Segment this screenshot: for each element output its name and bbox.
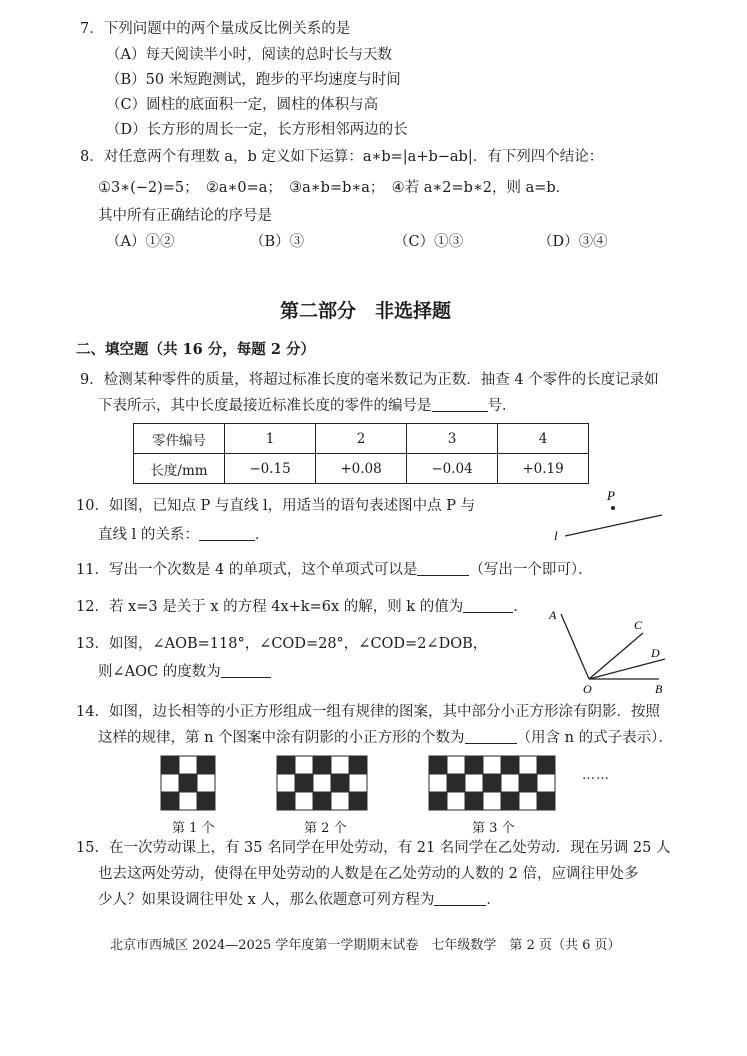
shaded-square [277, 792, 295, 810]
q15-line3 [98, 890, 501, 910]
table-row-header: 零件编号 [134, 424, 225, 454]
table-cell: 1 [225, 424, 316, 454]
table-row-header: 长度/mm [134, 454, 225, 484]
q10-figure [540, 480, 670, 545]
q15-line3-text: 少人？如果设调往甲处 x 人，那么依题意可列方程为 [98, 892, 435, 908]
q9-line2-end: 号． [487, 398, 517, 414]
pattern-2 [276, 755, 369, 811]
shaded-square [313, 792, 331, 810]
label-c: C [634, 618, 643, 632]
shaded-square [447, 774, 465, 792]
shaded-square [349, 792, 367, 810]
shaded-square [519, 774, 537, 792]
plain-square [483, 756, 501, 774]
table-row [134, 424, 589, 454]
plain-square [197, 774, 215, 792]
table-cell: 4 [498, 424, 589, 454]
q10-line2-end: ． [254, 527, 270, 543]
shaded-square [537, 756, 555, 774]
q13-line2 [98, 662, 271, 682]
part2-title: 第二部分 非选择题 [280, 300, 452, 322]
q13-line1: 13．如图，∠AOB=118°，∠COD=28°，∠COD=2∠DOB， [76, 636, 488, 652]
plain-square [483, 792, 501, 810]
q8-stem: 8．对任意两个有理数 a，b 定义如下运算：a∗b=|a+b−ab|．有下列四个结论： [80, 149, 604, 165]
label-o: O [583, 682, 592, 695]
q11 [76, 560, 593, 580]
shaded-square [501, 756, 519, 774]
page-footer: 北京市西城区 2024—2025 学年度第一学期期末试卷 七年级数学 第 2 页（共 6 页） [110, 938, 621, 953]
q7-option-c: （C）圆柱的底面积一定，圆柱的体积与高 [106, 97, 379, 113]
label-p: P [607, 488, 615, 503]
q11-text: 11．写出一个次数是 4 的单项式，这个单项式可以是 [76, 562, 418, 578]
shaded-square [483, 774, 501, 792]
q10-line2-text: 直线 l 的关系： [98, 527, 199, 543]
q7-option-a: （A）每天阅读半小时，阅读的总时长与天数 [106, 47, 392, 63]
caption-3: 第 3 个 [472, 821, 515, 836]
plain-square [519, 756, 537, 774]
table-cell: 2 [316, 424, 407, 454]
plain-square [331, 756, 349, 774]
shaded-square [277, 756, 295, 774]
shaded-square [501, 792, 519, 810]
table-row [134, 454, 589, 484]
plain-square [295, 756, 313, 774]
shaded-square [179, 774, 197, 792]
q8-option-d: （D）③④ [538, 234, 608, 250]
plain-square [179, 792, 197, 810]
plain-square [161, 774, 179, 792]
plain-square [537, 774, 555, 792]
shaded-square [429, 792, 447, 810]
q9-line2 [98, 396, 517, 416]
q7-option-d: （D）长方形的周长一定，长方形相邻两边的长 [106, 122, 408, 138]
q8-option-c: （C）①③ [394, 234, 464, 250]
shaded-square [537, 792, 555, 810]
ray-oa [561, 614, 589, 679]
plain-square [501, 774, 519, 792]
shaded-square [161, 756, 179, 774]
q9-line1: 9．检测某种零件的质量，将超过标准长度的毫米数记为正数．抽查 4 个零件的长度记录如 [80, 372, 659, 388]
q14-line1: 14．如图，边长相等的小正方形组成一组有规律的图案，其中部分小正方形涂有阴影．按照 [76, 704, 660, 720]
shaded-square [465, 792, 483, 810]
section2-header: 二、填空题（共 16 分，每题 2 分） [76, 341, 315, 358]
q13-answer-blank[interactable] [221, 663, 271, 678]
q9-answer-blank[interactable] [432, 397, 488, 412]
label-d: D [651, 646, 660, 660]
pattern-1 [160, 755, 234, 811]
plain-square [429, 774, 447, 792]
shaded-square [465, 756, 483, 774]
shaded-square [161, 792, 179, 810]
q9-line2-text: 下表所示，其中长度最接近标准长度的零件的编号是 [98, 398, 432, 414]
table-cell: 3 [407, 424, 498, 454]
q7-option-b: （B）50 米短跑测试，跑步的平均速度与时间 [106, 72, 401, 88]
q12-end: ． [513, 599, 528, 615]
q10-line1: 10．如图，已知点 P 与直线 l，用适当的语句表述图中点 P 与 [76, 498, 476, 514]
shaded-square [197, 756, 215, 774]
plain-square [349, 774, 367, 792]
q11-end: （写出一个即可）． [469, 562, 593, 578]
plain-square [465, 774, 483, 792]
shaded-square [197, 792, 215, 810]
line-l [565, 515, 662, 536]
q15-line3-end: ． [486, 892, 501, 908]
q8-option-a: （A）①② [106, 234, 175, 250]
q8-option-b: （B）③ [250, 234, 305, 250]
q14-answer-blank[interactable] [465, 729, 517, 744]
plain-square [331, 792, 349, 810]
pattern-ellipsis: …… [582, 768, 610, 783]
q13-angle-figure [545, 603, 673, 695]
q12 [76, 597, 528, 617]
q11-answer-blank[interactable] [417, 561, 469, 576]
q9-table [133, 423, 589, 484]
q10-line2 [98, 525, 269, 545]
q14-line2-text: 这样的规律，第 n 个图案中涂有阴影的小正方形的个数为 [98, 730, 465, 746]
plain-square [447, 756, 465, 774]
shaded-square [349, 756, 367, 774]
q12-text: 12．若 x=3 是关于 x 的方程 4x+k=6x 的解，则 k 的值为 [76, 599, 464, 615]
q15-answer-blank[interactable] [434, 891, 486, 906]
point-p [611, 506, 615, 510]
table-cell: +0.19 [498, 454, 589, 484]
plain-square [313, 774, 331, 792]
pattern-3 [428, 755, 558, 811]
table-cell: −0.04 [407, 454, 498, 484]
caption-1: 第 1 个 [172, 821, 215, 836]
shaded-square [295, 774, 313, 792]
plain-square [179, 756, 197, 774]
label-b: B [655, 682, 663, 695]
q14-line2 [98, 728, 673, 748]
plain-square [295, 792, 313, 810]
q15-line1: 15．在一次劳动课上，有 35 名同学在甲处劳动，有 21 名同学在乙处劳动．现在另调 25 人 [76, 840, 671, 856]
table-cell: −0.15 [225, 454, 316, 484]
shaded-square [313, 756, 331, 774]
q12-answer-blank[interactable] [463, 598, 513, 613]
q7-stem: 7．下列问题中的两个量成反比例关系的是 [80, 21, 351, 37]
q10-answer-blank[interactable] [199, 526, 255, 541]
q14-line2-end: （用含 n 的式子表示）． [516, 730, 673, 746]
q13-line2-text: 则∠AOC 的度数为 [98, 664, 221, 680]
q15-line2: 也去这两处劳动，使得在甲处劳动的人数是在乙处劳动的人数的 2 倍，应调往甲处多 [98, 866, 639, 882]
label-l: l [554, 528, 558, 543]
q8-conclusions: ①3∗(−2)=5； ②a∗0=a； ③a∗b=b∗a； ④若 a∗2=b∗2，则 a=b． [98, 180, 571, 196]
plain-square [277, 774, 295, 792]
caption-2: 第 2 个 [304, 821, 347, 836]
q8-ask: 其中所有正确结论的序号是 [98, 208, 272, 224]
label-a: A [549, 608, 557, 622]
shaded-square [331, 774, 349, 792]
plain-square [519, 792, 537, 810]
shaded-square [429, 756, 447, 774]
table-cell: +0.08 [316, 454, 407, 484]
plain-square [447, 792, 465, 810]
